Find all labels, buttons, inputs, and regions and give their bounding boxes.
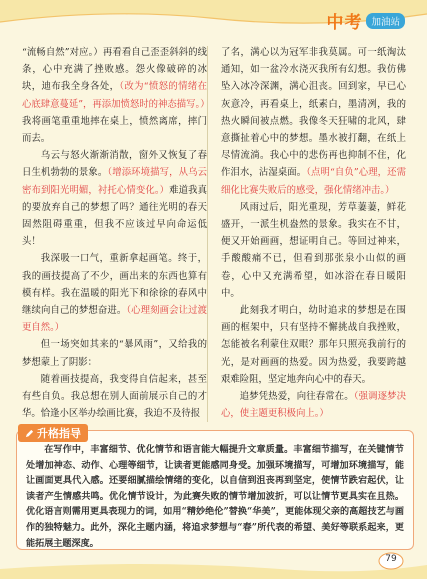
paragraph	[22, 147, 207, 250]
paragraph-text: 但一场突如其来的“暴风雨”，又给我的梦想蒙上了阴影：	[22, 339, 207, 368]
paragraph-text: 难道我真的要放弃自己的梦想了吗？通往光明的春天固然阻碍重重，但我不应该过早向命运低头！	[22, 184, 207, 248]
paragraph	[22, 371, 207, 423]
paragraph	[22, 250, 207, 336]
paragraph-text: 我深吸一口气，重新拿起画笔。终于，我的画技提高了不少，画出来的东西也算有模有样。我在温暖的阳光下和徐徐的春风中继续向自己的梦想奋进。	[22, 253, 207, 317]
revision-note: （心理刻画会让过渡更自然。）	[22, 305, 207, 334]
paragraph	[221, 44, 406, 199]
paragraph-text: 此刻我才明白，幼时追求的梦想是在围画的框架中，只有坚持不懈挑战自我挫败，怎能被名利蒙住双眼？那年只照亮我前行的光，是对画画的热爱。因为热爱，我要跨越艰难险阻，坚定地奔向心中的春天。	[221, 305, 406, 385]
guide-body: 在写作中，丰富细节、优化情节和语言能大幅提升文章质量。丰富细节描写，在关键情节处增加神态、动作、心理等细节，让读者更能感同身受。加强环境描写，可增加环境描写，能让画面更具代入感。还要细腻描绘情绪的变化，以自信到沮丧再到坚定，使情节跌宕起伏，让读者产生情感共鸣。优化情节设计，为此赛失败的情节增加波折，可以让情节更具实在且热。优化语言则需用更具表现力的词，如用“精妙绝伦”替换“华美”，更能体现父亲的高超技艺与画作的独特魅力。此外，深化主题内涵，将追求梦想与“春”所代表的希望、美好等联系起来，更能拓展主题深度。	[26, 444, 404, 549]
brand-main-text: 中考	[326, 13, 363, 33]
footer-decoration	[0, 555, 427, 579]
paragraph-text: 我将画笔重重地摔在桌上，愤然离席，摔门而去。	[22, 115, 207, 145]
page-number	[377, 551, 405, 571]
article-columns	[22, 44, 406, 424]
paragraph	[221, 199, 406, 302]
brand-logo	[326, 8, 405, 33]
paragraph-text: 随着画技提高，我变得自信起来，甚至有些自负。我总想在别人面前展示自己的才华。恰逢小区举办绘画比赛，我迫不及待报	[22, 373, 207, 420]
revision-note: （改为“愤怒的情绪在心底肆意蔓延”，再添加愤怒时的神态描写。）	[22, 81, 210, 110]
paragraph	[221, 302, 406, 388]
brand-tag: 加油站	[366, 13, 405, 29]
left-column	[22, 44, 210, 424]
paragraph	[22, 44, 210, 147]
page-number-text: 79	[385, 554, 397, 564]
guide-title-text: 升格指导	[37, 427, 81, 440]
paragraph-text: “流畅自然”对应。）再看看自己歪歪斜斜的线条，心中充满了挫败感。怨火像破碎的冰块，迪布我全身各处，	[22, 47, 207, 93]
revision-note: （强调逐梦决心，使主题更积极向上。）	[221, 391, 406, 420]
paragraph-text: 了名，满心以为冠军非我莫属。可一纸淘汰通知，如一盆冷水浇灭我所有幻想。我仿佛坠入冰冷深渊，满心沮丧。回到家，早已心灰意冷，再看桌上，纸素白，墨清冽，我的热火瞬间被点燃。我像冬天狂啸的北风，肆意撕扯着心中的梦想。墨水被打翻，在纸上尽情流淌。我心中的悲伤再也抑制不住，化作泪水，沾湿桌面。	[221, 47, 406, 179]
paragraph	[22, 336, 207, 370]
paragraph-text: 风雨过后，阳光重现，芳草萋萋，鲜花盛开，一派生机盎然的景象。我实在不甘，便又开始画画，想证明自己。等回过神来，手酸酸痛不已，但看到那张泉小山似的画卷，心中又充满希望，如冰浴在春日暖阳中。	[221, 201, 406, 299]
revision-note: （增添环境描写，从乌云密布到阳光明媚，衬托心情变化。）	[22, 167, 207, 196]
guide-title	[18, 424, 88, 442]
paragraph-text: 乌云与怒火渐渐消散，窗外又恢复了春日生机勃勃的景象。	[22, 150, 207, 179]
paragraph-text: 追梦凭热爱，向往春常在。	[239, 391, 354, 403]
pencil-icon	[25, 429, 34, 438]
right-column	[221, 44, 406, 424]
revision-note: （点明“自负”心理，还需细化比赛失败后的感受，强化情绪冲击。）	[221, 167, 406, 196]
paragraph	[221, 388, 406, 422]
